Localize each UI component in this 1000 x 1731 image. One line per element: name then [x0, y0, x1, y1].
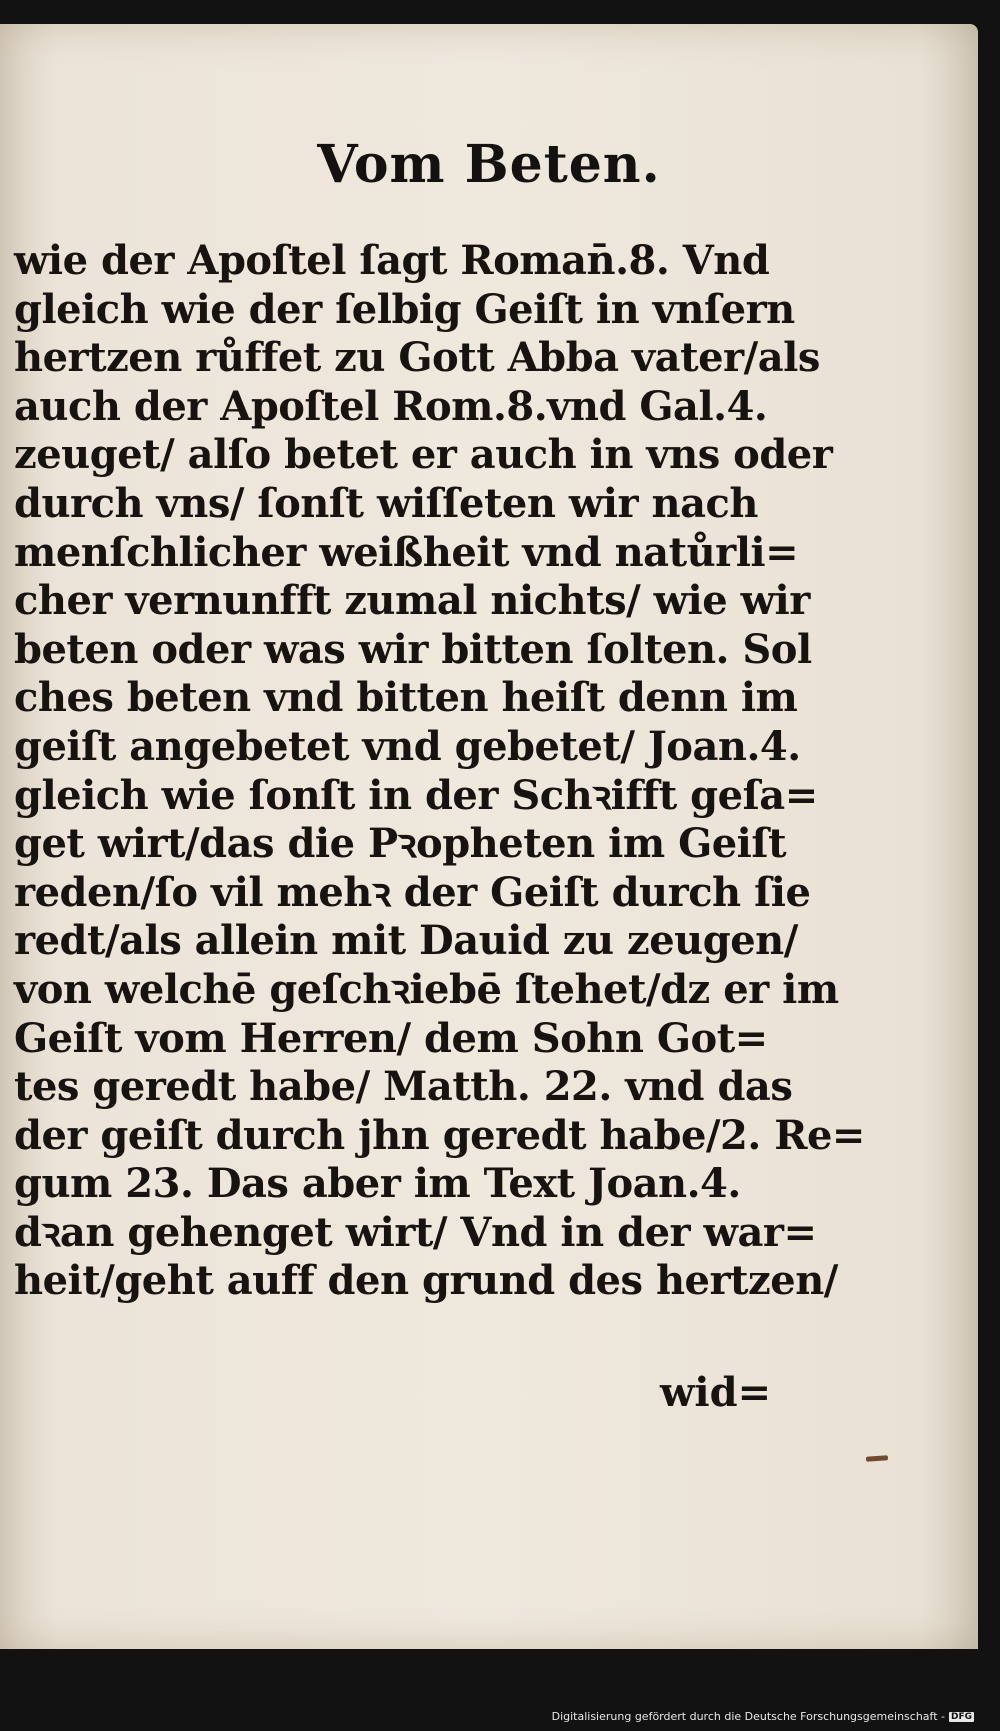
book-page: [0, 24, 978, 1649]
text-line: auch der Apoſtel Rom.8.vnd Gal.4.: [14, 382, 768, 430]
text-line: menſchlicher weißheit vnd natůrli=: [14, 528, 799, 576]
text-line: reden/ſo vil mehꝛ der Geiſt durch ſie: [14, 868, 811, 916]
text-line: durch vns/ ſonſt wiſſeten wir nach: [14, 479, 758, 527]
ink-mark: [866, 1455, 888, 1462]
text-line: gum 23. Das aber im Text Joan.4.: [14, 1160, 741, 1208]
text-line: cher vernunfft zumal nichts/ wie wir: [14, 577, 810, 625]
text-line: wie der Apoſtel ſagt Roman̄.8. Vnd: [14, 237, 770, 284]
text-line: geiſt angebetet vnd gebetet/ Joan.4.: [14, 722, 801, 770]
text-line: heit/geht auff den grund des hertzen/: [14, 1257, 838, 1305]
text-line: tes geredt habe/ Matth. 22. vnd das: [14, 1063, 793, 1111]
text-line: zeuget/ alſo betet er auch in vns oder: [14, 431, 833, 479]
text-line: redt/als allein mit Dauid zu zeugen/: [14, 917, 798, 965]
text-line: der geiſt durch jhn geredt habe/2. Re=: [14, 1111, 865, 1159]
text-line: dꝛan gehenget wirt/ Vnd in der war=: [14, 1208, 817, 1256]
text-line: ches beten vnd bitten heiſt denn im: [14, 674, 798, 722]
text-line: von welchē geſchꝛiebē ſtehet/dz er im: [14, 965, 839, 1013]
digitization-footer: [552, 1710, 974, 1723]
body-text: [14, 237, 865, 1306]
text-line: hertzen růffet zu Gott Abba vater/als: [14, 334, 820, 382]
dfg-logo: DFG: [950, 1711, 972, 1722]
text-line: get wirt/das die Pꝛopheten im Geiſt: [14, 820, 787, 868]
catchword: wid=: [660, 1369, 772, 1416]
text-line: gleich wie ſonſt in der Schꝛifft geſa=: [14, 771, 818, 819]
text-line: beten oder was wir bitten ſolten. Sol: [14, 625, 812, 673]
text-line: Geiſt vom Herren/ dem Sohn Got=: [14, 1014, 768, 1062]
running-header: Vom Beten.: [317, 134, 661, 195]
text-line: gleich wie der ſelbig Geiſt in vnſern: [14, 285, 795, 333]
digitization-credit: Digitalisierung gefördert durch die Deutsche Forschungsgemeinschaft -: [551, 1710, 945, 1723]
